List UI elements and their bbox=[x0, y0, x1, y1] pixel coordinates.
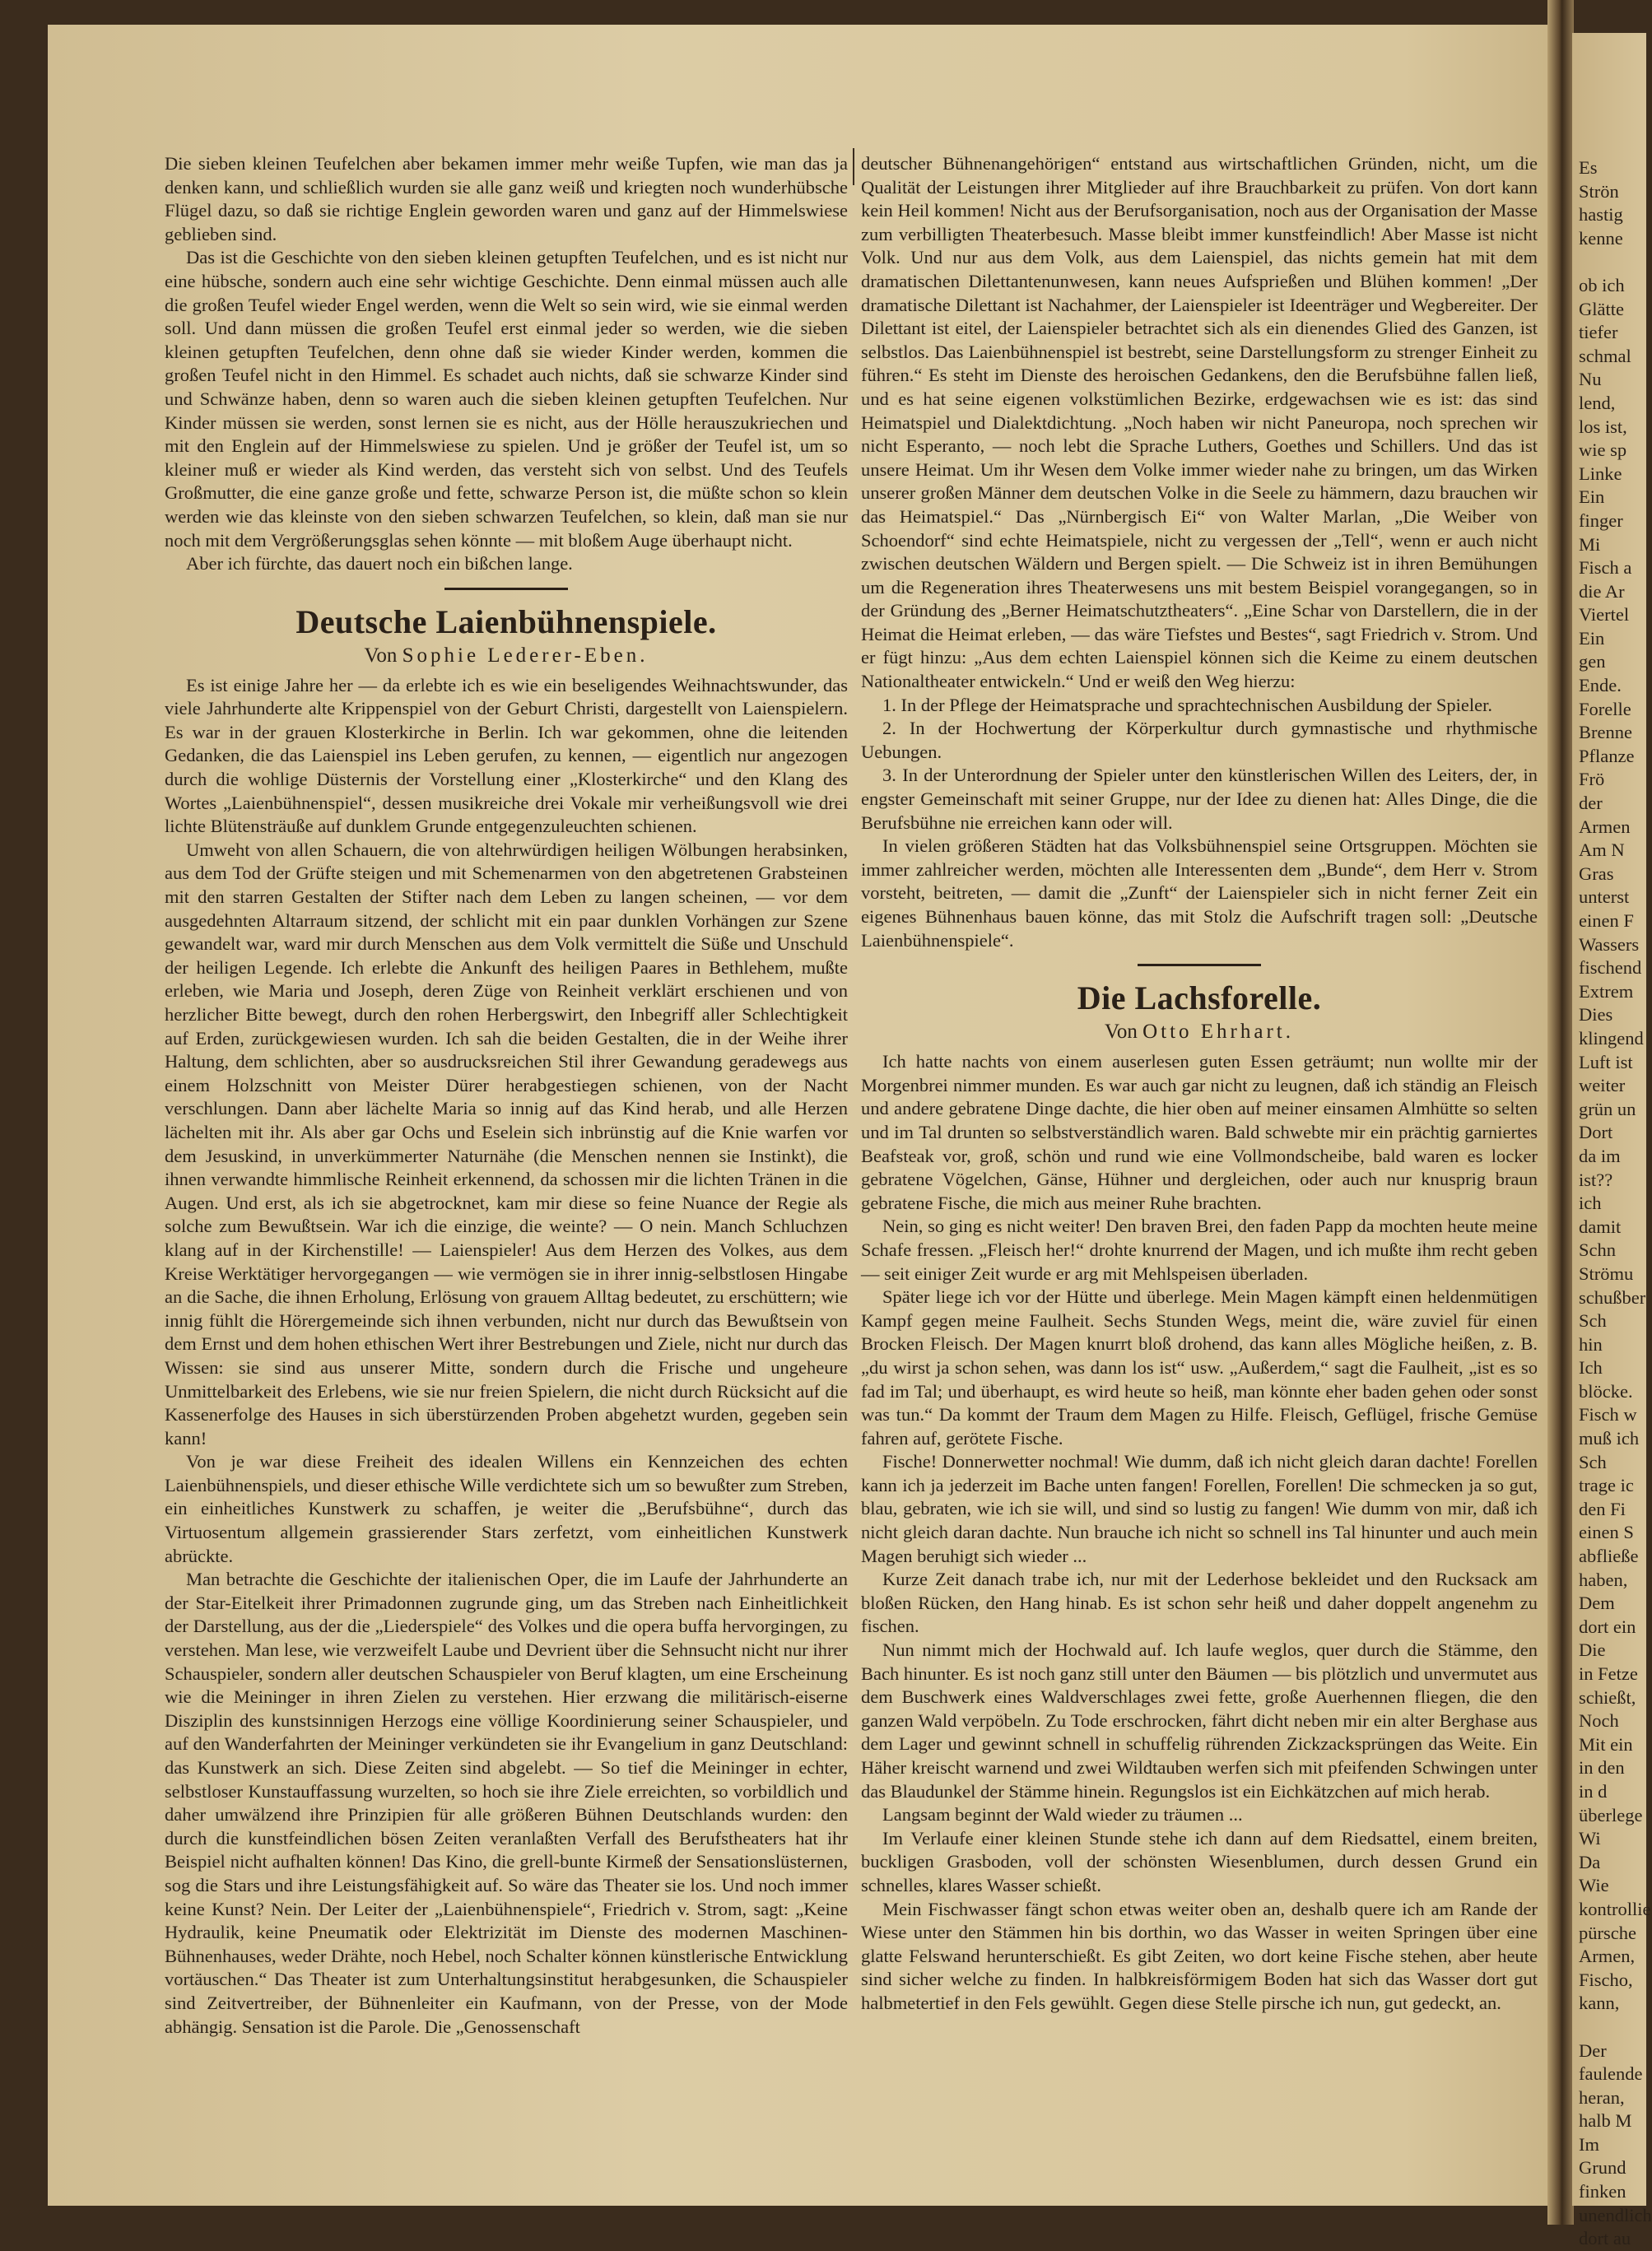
article-paragraph: Umweht von allen Schauern, die von altehrwürdigen heiligen Wölbungen herabsinken, aus dem Tod der Grüfte steigen und mit Schemenarmen von den abgetretenen Grabsteinen mit den starren Gestalten der Stifter nach dem Leben zu langen scheinen, — vor dem ausgedehnten Altarraum sitzend, der schlicht mit ein paar dunklen Vorhängen zur Szene gewandelt war, ward mir durch Menschen aus dem Volk vermittelt die Süße und Unschuld der heiligen Legende. Ich erlebte die Ankunft des heiligen Paares in Bethlehem, mußte erleben, wie Maria und Joseph, deren Züge von Reinheit verklärt erschienen und von herzlicher Bitte bewegt, durch den rohen Herbergswirt, den Inbegriff aller Schlechtigkeit auf Erden, zurückgewiesen wurden. Ich sah die beiden Gestalten, die in der Weihe ihrer Haltung, dem schlichten, aber so ausdrucksreichen Stil ihrer Gewandung geradewegs aus einem Holzschnitt von Meister Dürer herabgestiegen schienen, von der Nacht verschlungen. Dann aber lächelte Maria so innig auf das Kind herab, und alle Herzen lächelten mit ihr. Als aber gar Ochs und Eselein sich inbrünstig auf die Knie warfen vor dem Jesuskind, in unverkümmerter Naturnähe (die Menschen nennen sie Instinkt), die ihnen verwandte himmlische Reinheit erkennend, da schossen mir die lichten Tränen in die Augen. Und erst, als ich sie abgetrocknet, kam mir diese so feine Nuance der Regie als solche zum Bewußtsein. War ich die einzige, die weinte? — O nein. Manch Schluchzen klang auf in der Kirchenstille! — Laienspieler! Aus dem Herzen des Volkes, aus dem Kreise Werktätiger hervorgegangen — wie vermögen sie in ihrer innig-selbstlosen Hingabe an die Sache, die ihnen Erholung, Erlösung von grauem Alltag bedeutet, zu erschüttern; wie innig fühlt die Hörergemeinde sich ihnen verbunden, nicht nur durch das Bewußtsein von dem Ernst und dem hohen ethischen Wert ihrer Bestrebungen und Ziele, nicht nur durch das Wissen: sie sind aus unserer Mitte, sondern durch die Frische und ungeheure Unmittelbarkeit des Erlebens, wie sie nur freien Spielern, die nicht durch Rücksicht auf die Kassenerfolge des Hauses in sich überstürzenden Proben abgehetzt wurden, gegeben sein kann! bbox=[165, 839, 848, 1449]
text-fragment: los ist, bbox=[1579, 416, 1627, 437]
text-fragment: Der bbox=[1579, 2039, 1607, 2061]
text-fragment: Im bbox=[1579, 2133, 1599, 2155]
right-column bbox=[861, 152, 1538, 2016]
list-item: 1. In der Pflege der Heimatsprache und sprachtechnischen Ausbildung der Spieler. bbox=[882, 694, 1493, 715]
text-fragment: einen S bbox=[1579, 1522, 1634, 1543]
text-fragment: trage ic bbox=[1579, 1475, 1634, 1496]
text-fragment: Nu bbox=[1579, 369, 1602, 390]
author-name: Sophie Lederer-Eben. bbox=[402, 644, 649, 667]
text-fragment: Grund bbox=[1579, 2157, 1626, 2179]
text-fragment: grün un bbox=[1579, 1098, 1636, 1119]
text-fragment: Sch bbox=[1579, 1310, 1607, 1332]
text-fragment: hin bbox=[1579, 1333, 1603, 1355]
text-fragment: Fischo, bbox=[1579, 1969, 1633, 1990]
text-fragment: Fisch a bbox=[1579, 557, 1632, 579]
text-fragment: Armen, bbox=[1579, 1946, 1636, 1967]
text-fragment: finken bbox=[1579, 2181, 1626, 2202]
text-fragment: fischend bbox=[1579, 957, 1642, 979]
text-fragment: schußber bbox=[1579, 1286, 1646, 1308]
article-paragraph: Kurze Zeit danach trabe ich, nur mit der Lederhose bekleidet und den Rucksack am bloßen Rücken, den Hang hinab. Es ist schon sehr heiß und daher doppelt angenehm zu fischen. bbox=[861, 1569, 1538, 1637]
text-fragment: dort au bbox=[1579, 2228, 1631, 2249]
text-fragment: pürsche bbox=[1579, 1922, 1636, 1943]
article-title: Die Lachsforelle. bbox=[1077, 979, 1322, 1017]
next-page-fragments bbox=[1572, 33, 1652, 2251]
section-rule bbox=[1138, 964, 1261, 966]
text-fragment: Linke bbox=[1579, 463, 1622, 484]
column-divider bbox=[853, 148, 854, 185]
text-fragment: schmal bbox=[1579, 345, 1631, 366]
text-fragment: Wi bbox=[1579, 1828, 1601, 1849]
scan-border-top bbox=[0, 0, 1646, 25]
text-fragment: heran, bbox=[1579, 2086, 1625, 2108]
text-fragment: Wie bbox=[1579, 1875, 1609, 1896]
text-fragment bbox=[1572, 2016, 1646, 2039]
story-paragraph: Die sieben kleinen Teufelchen aber bekamen immer mehr weiße Tupfen, wie man das ja denken kann, und schließlich wurden sie alle ganz weiß und kriegten noch wunderhübsche Flügel dazu, so daß sie richtige Englein geworden waren und ganz auf der Himmelswiese geblieben sind. bbox=[165, 153, 848, 244]
text-fragment: Am N bbox=[1579, 839, 1625, 861]
article-paragraph: Fische! Donnerwetter nochmal! Wie dumm, daß ich nicht gleich daran dachte! Forellen kann ich ja jederzeit im Bache unten fangen! Forellen, Forellen! Die schmecken ja so gut, blau, gebraten, wie ich sie will, und sind so lustig zu fangen! Wie dumm von mir, daß ich nicht gleich daran dachte. Nun brauche ich nicht so schnell ins Tal hinunter und auch mein Magen beruhigt sich wieder ... bbox=[861, 1451, 1538, 1566]
story-paragraph: Das ist die Geschichte von den sieben kleinen getupften Teufelchen, und es ist nicht nur eine hübsche, sondern auch eine sehr wichtige Geschichte. Denn einmal müssen auch alle die großen Teufel wieder Engel werden, wenn die Welt so sein wird, wie sie einmal werden soll. Und dann müssen die großen Teufel erst einmal jeder so werden, wie die sieben kleinen getupften Teufelchen, denn ohne daß sie wieder Kinder werden, kommen die großen Teufel nicht in den Himmel. Es schadet auch nichts, daß sie schwarze Kinder sind und Schwänze haben, denn so waren auch die sieben kleinen getupften Teufelchen. Nur Kinder müssen sie werden, sonst lernen sie es nicht, aus der Hölle herauszukriechen und mit den Englein auf der Himmelswiese zu spielen. Und je größer der Teufel ist, um so kleiner muß er wieder als Kind werden, das versteht sich von selbst. Und des Teufels Großmutter, die eine ganze große und fette, schwarze Person ist, die müßte schon so klein werden wie das kleinste von den sieben schwarzen Teufelchen, so klein, daß man sie nur noch mit dem Vergrößerungsglas sehen könnte — mit bloßem Auge überhaupt nicht. bbox=[165, 247, 848, 551]
text-fragment: kann, bbox=[1579, 1993, 1620, 2014]
text-fragment: haben, bbox=[1579, 1569, 1628, 1590]
binding-gutter bbox=[1547, 0, 1574, 2225]
text-fragment: blöcke. bbox=[1579, 1380, 1633, 1402]
list-item: 3. In der Unterordnung der Spieler unter den künstlerischen Willen des Leiters, der, in engster Gemeinschaft mit seiner Gruppe, nur der Idee zu dienen hat: Alles Dinge, die die Berufsbühne nie erreichen kann oder will. bbox=[861, 765, 1538, 833]
text-fragment: Mi bbox=[1579, 533, 1601, 555]
left-column bbox=[165, 152, 848, 2039]
text-fragment: muß ich bbox=[1579, 1428, 1640, 1449]
byline-prefix: Von bbox=[1104, 1021, 1138, 1044]
text-fragment: klingend bbox=[1579, 1027, 1644, 1049]
text-fragment: Sch bbox=[1579, 1451, 1607, 1472]
article-paragraph: Ich hatte nachts von einem auserlesen guten Essen geträumt; nun wollte mir der Morgenbrei nimmer munden. Es war auch gar nicht zu leugnen, daß ich ständig an Fleisch und andere gebratene Dinge dachte, die hier oben auf meiner einsamen Almhütte so selten und im Tal drunten so selbstverständlich waren. Bald schwebte mir ein prächtig garniertes Beafsteak vor, groß, schön und rund wie eine Vollmondscheibe, bald waren es locker gebratene Vögelchen, Gänse, Hühner und dergleichen, oder auch nur knusprig braun gebratene Fische, die mich aus meiner Ruhe brachten. bbox=[861, 1051, 1538, 1213]
text-fragment: Ein bbox=[1579, 486, 1605, 508]
text-fragment: unendlich bbox=[1579, 2204, 1652, 2225]
story-paragraph: Aber ich fürchte, das dauert noch ein bißchen lange. bbox=[186, 553, 573, 574]
text-fragment: in d bbox=[1579, 1780, 1608, 1802]
text-fragment: Fisch w bbox=[1579, 1404, 1637, 1425]
text-fragment: Forelle bbox=[1579, 698, 1631, 719]
author-name: Otto Ehrhart. bbox=[1142, 1021, 1294, 1044]
text-fragment: Es bbox=[1579, 157, 1598, 178]
text-fragment: in den bbox=[1579, 1757, 1625, 1779]
text-fragment: Schn bbox=[1579, 1239, 1616, 1261]
text-fragment: Noch bbox=[1579, 1710, 1619, 1732]
article-paragraph: Nein, so ging es nicht weiter! Den braven Brei, den faden Papp da mochten heute meine Schafe fressen. „Fleisch her!“ drohte knurrend der Magen, und ich mußte ihm recht geben — seit einiger Zeit wurde er arg mit Mehlspeisen überladen. bbox=[861, 1216, 1538, 1284]
text-fragment: Pflanze bbox=[1579, 745, 1635, 766]
text-fragment: ob ich bbox=[1579, 274, 1625, 295]
article-paragraph: Nun nimmt mich der Hochwald auf. Ich laufe weglos, quer durch die Stämme, den Bach hinunter. Es ist noch ganz still unter den Bäumen — bis plötzlich und unvermutet aus dem Buschwerk eines Waldverschlages zwei fette, große Auerhennen fliegen, die den ganzen Wald verpöbeln. Zu Tode erschrocken, fährt dicht neben mir ein alter Berghase aus dem Lager und gewinnt schnell in schuffelig rührenden Zickzacksprüngen das Weite. Ein Häher kreischt warnend und zwei Wildtauben werfen sich mit pfeifenden Schwingen unter das Blaudunkel der Stämme hinein. Regungslos ist ein Eichkätzchen auf mich herab. bbox=[861, 1639, 1538, 1802]
article-byline bbox=[861, 1019, 1538, 1045]
article-paragraph: Im Verlaufe einer kleinen Stunde stehe ich dann auf dem Riedsattel, einem breiten, buckligen Grasboden, voll der schönsten Wiesenblumen, durch dessen Grund ein schnelles, klares Wasser schießt. bbox=[861, 1827, 1538, 1895]
text-fragment bbox=[1572, 250, 1646, 274]
text-fragment: hastig bbox=[1579, 204, 1623, 226]
text-fragment: gen bbox=[1579, 651, 1606, 672]
text-fragment: Extrem bbox=[1579, 980, 1634, 1002]
text-fragment: Ende. bbox=[1579, 675, 1622, 696]
text-fragment: damit bbox=[1579, 1216, 1622, 1237]
text-fragment: weiter bbox=[1579, 1075, 1626, 1096]
text-fragment: Strön bbox=[1579, 180, 1619, 202]
text-fragment: der bbox=[1579, 793, 1603, 814]
text-fragment: Die bbox=[1579, 1639, 1606, 1661]
text-fragment: Brenne bbox=[1579, 722, 1632, 743]
text-fragment: Armen bbox=[1579, 816, 1631, 837]
text-fragment: Ich bbox=[1579, 1357, 1603, 1379]
text-fragment: Gras bbox=[1579, 863, 1614, 884]
text-fragment: Ein bbox=[1579, 627, 1605, 649]
byline-prefix: Von bbox=[364, 644, 398, 667]
article-paragraph: Mein Fischwasser fängt schon etwas weiter oben an, deshalb quere ich am Rande der Wiese unter den Stämmen hin bis dorthin, wo das Wasser in weiten Springen über eine glatte Felswand herunterschießt. Es gibt Zeiten, wo dort keine Fische stehen, aber heute sind sicher welche zu finden. In halbkreisförmigem Boden hat sich das Wasser dort gut halbmetertief in den Fels gewühlt. Gegen diese Stelle pirsche ich nun, gut gedeckt, an. bbox=[861, 1898, 1538, 2013]
text-fragment: Dem bbox=[1579, 1593, 1615, 1614]
text-fragment: Da bbox=[1579, 1851, 1601, 1872]
text-fragment: Dies bbox=[1579, 1004, 1613, 1026]
text-fragment: halb M bbox=[1579, 2110, 1632, 2132]
text-fragment: die Ar bbox=[1579, 580, 1625, 602]
text-fragment: tiefer bbox=[1579, 322, 1618, 343]
article-paragraph: Es ist einige Jahre her — da erlebte ich es wie ein beseligendes Weihnachtswunder, das viele Jahrhunderte alte Krippenspiel von der Geburt Christi, dargestellt von Laienspielern. Es war in der grauen Klosterkirche in Berlin. Ich war gekommen, ohne die leitenden Gedanken, die das Laienspiel ins Leben gerufen, zu kennen, — eigentlich nur angezogen durch die wohlige Düsternis der Vorstellung einer „Klosterkirche“ und den Klang des Wortes „Laienbühnenspiel“, dessen musikreiche drei Vokale mir verheißungsvoll wie drei lichte Blütensträuße auf dunklem Grunde entgegenzuleuchten schienen. bbox=[165, 674, 848, 837]
text-fragment: Dort bbox=[1579, 1122, 1613, 1143]
text-fragment: Strömu bbox=[1579, 1263, 1634, 1284]
text-fragment: ich bbox=[1579, 1193, 1602, 1214]
text-fragment: Luft ist bbox=[1579, 1051, 1633, 1072]
text-fragment: einen F bbox=[1579, 910, 1634, 931]
article-paragraph: Später liege ich vor der Hütte und überlege. Mein Magen kämpft einen heldenmütigen Kampf gegen meine Faulheit. Sechs Stunden Wegs, meint die, wäre zuviel für einen Brocken Fleisch. Der Magen knurrt bloß drohend, das kann alles Mögliche heißen, z. B. „du wirst ja schon sehen, was dann los ist“ usw. „Außerdem,“ sagt die Faulheit, „ist es so fad im Tal; und überhaupt, es wird heute so heiß, man könnte eher baden gehen oder sonst was tun.“ Da kommt der Traum dem Magen zu Hilfe. Fleisch, Geflügel, frische Gemüse fahren auf, gerötete Fische. bbox=[861, 1286, 1538, 1449]
section-rule bbox=[444, 588, 568, 590]
text-fragment: kenne bbox=[1579, 227, 1623, 249]
text-fragment: unterst bbox=[1579, 886, 1630, 908]
article-paragraph: Man betrachte die Geschichte der italienischen Oper, die im Laufe der Jahrhunderte an der Star-Eitelkeit ihrer Primadonnen zugrunde ging, um das Streben nach Einheitlichkeit der Darstellung, aus der die „Liederspiele“ des Volkes und die opera buffa hervorgingen, zu verstehen. Man lese, wie verzweifelt Laube und Devrient über die Sehnsucht nicht nur ihrer Schauspieler, sondern aller deutschen Schauspieler von Beruf klagten, um eine Erscheinung wie die Meininger in ihren Zielen zu verstehen. Hier erzwang die militärisch-eiserne Disziplin des kunstsinnigen Herzogs eine völlige Koordinierung seiner Schauspieler, und auf den Wanderfahrten der Meininger verkündeten sie ihr Evangelium in ganz Deutschland: das Kunstwerk an sich. Diese Zeiten sind abgelebt. — So tief die Meininger in echter, selbstloser Kunstauffassung wurzelten, so hoch sie ihre Ziele erreichten, so vorbildlich und daher umwälzend ihre Prinzipien für alle größeren Bühnen Deutschlands wurden: den durch die kunstfeindlichen bösen Zeiten veranlaßten Verfall des Berufstheaters hat ihr Beispiel nicht aufhalten können! Das Kino, die grell-bunte Kirmeß der Sensationslüsternen, sog die Stars und ihre Leistungsfähigkeit auf. So wäre das Theater sie los. Und noch immer keine Kunst? Nein. Der Leiter der „Laienbühnenspiele“, Friedrich v. Strom, sagt: „Keine Hydraulik, keine Pneumatik oder Elektrizität im Dienste des modernen Maschinen-Bühnenhauses, weder Drähte, noch Hebel, noch Schalter können künstlerische Entwicklung vortäuschen.“ Das Theater ist zum Unterhaltungsinstitut herabgesunken, die Schauspieler sind Zeitvertreiber, der Bühnenleiter ein Kaufmann, von der Presse, von der Mode abhängig. Sensation ist die Parole. Die „Genossenschaft bbox=[165, 1569, 848, 2037]
text-fragment: überlege bbox=[1579, 1804, 1643, 1825]
text-fragment: abfließe bbox=[1579, 1546, 1639, 1567]
text-fragment: den Fi bbox=[1579, 1498, 1626, 1519]
text-fragment: wie sp bbox=[1579, 440, 1627, 461]
text-fragment: faulende bbox=[1579, 2063, 1643, 2085]
article-title: Deutsche Laienbühnenspiele. bbox=[295, 602, 717, 640]
text-fragment: ist?? bbox=[1579, 1169, 1613, 1190]
article-paragraph: Langsam beginnt der Wald wieder zu träumen ... bbox=[882, 1804, 1243, 1825]
text-fragment: schießt, bbox=[1579, 1686, 1636, 1708]
text-fragment: da im bbox=[1579, 1145, 1621, 1166]
text-fragment: kontrollie bbox=[1579, 1898, 1651, 1919]
article-paragraph: Von je war diese Freiheit des idealen Willens ein Kennzeichen des echten Laienbühnenspiels, und dieser ethische Wille verdichtete sich um so bewußter zum Streben, ein einheitliches Kunstwerk zu schaffen, je weiter die „Berufsbühne“, durch das Virtuosentum allgemein grassierender Stars zerfetzt, vom einheitlichen Kunstwerk abrückte. bbox=[165, 1451, 848, 1566]
text-fragment: Glätte bbox=[1579, 298, 1624, 319]
text-fragment: finger bbox=[1579, 509, 1623, 531]
text-fragment: Mit ein bbox=[1579, 1733, 1633, 1755]
list-item: 2. In der Hochwertung der Körperkultur durch gymnastische und rhythmische Uebungen. bbox=[861, 718, 1538, 762]
article-byline bbox=[165, 643, 848, 669]
text-fragment: lend, bbox=[1579, 392, 1616, 413]
next-page-edge bbox=[1572, 33, 1652, 2249]
text-fragment: in Fetze bbox=[1579, 1663, 1638, 1684]
text-fragment: dort ein bbox=[1579, 1616, 1636, 1637]
text-fragment: Wassers bbox=[1579, 933, 1640, 955]
text-fragment: Frö bbox=[1579, 769, 1605, 790]
article-paragraph: deutscher Bühnenangehörigen“ entstand aus wirtschaftlichen Gründen, nicht, um die Qualität der Leistungen ihrer Mitglieder auf ihre Brauchbarkeit zu prüfen. Von dort kann kein Heil kommen! Nicht aus der Berufsorganisation, noch aus der Organisation der Masse zum verbilligten Theaterbesuch. Masse bleibt immer kunstfeindlich! Aber Masse ist nicht Volk. Und nur aus dem Volk, aus dem Laienspiel, das nichts gemein hat mit dem dramatischen Dilettantenunwesen, kann neues Aufsprießen und Blühen kommen! „Der dramatische Dilettant ist Nachahmer, der Laienspieler ist Ideenträger und Wegbereiter. Der Dilettant ist eitel, der Laienspieler betrachtet sich als ein dienendes Glied des Ganzen, ist selbstlos. Das Laienbühnenspiel ist bestrebt, seine Darstellungsform zu strenger Einheit zu führen.“ Es steht im Dienste des heroischen Gedankens, den die Berufsbühne fallen ließ, und es hat seine eigenen volkstümlichen Bezirke, erdgewachsen wie es ist: das sind Heimatspiel und Dialektdichtung. „Noch haben wir nicht Paneuropa, noch sprechen wir nicht Esperanto, — noch lebt die Sprache Luthers, Goethes und Schillers. Und das ist unsere Heimat. Um ihr Wesen dem Volke immer wieder nahe zu bringen, um das Wirken unserer großen Männer dem deutschen Volke in die Seele zu hämmern, dazu brauchen wir das Heimatspiel.“ Das „Nürnbergisch Ei“ von Walter Marlan, „Die Weiber von Schoendorf“ sind echte Heimatspiele, nicht zu vergessen der „Tell“, wenn er auch nicht zwischen deutschen Wäldern und Bergen spielt. — Die Schweiz ist in ihren Bemühungen um die Regeneration ihres Theaterwesens uns mit bestem Beispiel vorangegangen, so in der Gründung des „Berner Heimatschutztheaters“. „Eine Schar von Darstellern, die in der Heimat die Heimat erleben, — das wäre Tiefstes und Bestes“, sagt Friedrich v. Strom. Und er fügt hinzu: „Aus dem echten Laienspiel können sich die Keime zu einem deutschen Nationaltheater entwickeln.“ Und er weiß den Weg hierzu: bbox=[861, 153, 1538, 692]
text-fragment: Viertel bbox=[1579, 604, 1630, 626]
article-paragraph: In vielen größeren Städten hat das Volksbühnenspiel seine Ortsgruppen. Möchten sie immer zahlreicher werden, möchten alle Interessenten dem „Bunde“, dem Herr v. Strom vorsteht, beitreten, — damit die „Zunft“ der Laienspieler sich in nicht ferner Zeit ein eigenes Bühnenhaus bauen könne, das mit Stolz die Aufschrift tragen soll: „Deutsche Laienbühnenspiele“. bbox=[861, 835, 1538, 951]
